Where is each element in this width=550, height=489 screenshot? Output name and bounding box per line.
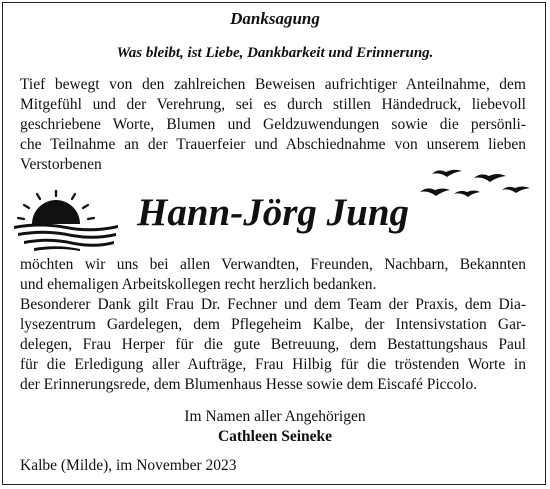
intro-line: geschriebene Worte, Blumen und Geldzuwendungen sowie die persönli- bbox=[20, 116, 526, 133]
thanks-line: der Erinnerungsrede, dem Blumenhaus Hesse sowie dem Eiscafé Piccolo. bbox=[20, 376, 478, 393]
intro-line: Verstorbenen bbox=[20, 156, 102, 173]
flying-birds-icon bbox=[418, 166, 538, 206]
thanks-line: delegen, Frau Herper für die gute Betreuung, dem Bestattungshaus Paul bbox=[20, 336, 526, 353]
signer-name: Cathleen Seineke bbox=[217, 428, 333, 445]
signoff-line: Im Namen aller Angehörigen bbox=[184, 408, 366, 425]
deceased-name: Hann-Jörg Jung bbox=[137, 191, 410, 234]
intro-line: Mitgefühl und der Verehrung, sei es durch stillen Händedruck, liebevoll bbox=[20, 96, 526, 113]
notice-heading: Danksagung bbox=[230, 9, 320, 28]
thanks-line: und ehemaligen Arbeitskollegen recht herzlich bedanken. bbox=[20, 276, 377, 293]
sunset-over-hills-icon bbox=[10, 190, 122, 252]
thanks-line: möchten wir uns bei allen Verwandten, Freunden, Nachbarn, Bekannten bbox=[20, 256, 526, 273]
thanks-line: für die Erledigung aller Aufträge, Frau Hilbig für die tröstenden Worte in bbox=[20, 356, 526, 373]
thanks-line: Besonderer Dank gilt Frau Dr. Fechner und dem Team der Praxis, dem Dia- bbox=[20, 296, 526, 313]
notice-motto: Was bleibt, ist Liebe, Dankbarkeit und Erinnerung. bbox=[116, 45, 434, 61]
thanks-line: lysezentrum Gardelegen, dem Pflegeheim Kalbe, der Intensivstation Gar- bbox=[20, 316, 526, 333]
intro-line: che Teilnahme an der Trauerfeier und Abschiednahme von unserem lieben bbox=[20, 136, 526, 153]
place-date: Kalbe (Milde), im November 2023 bbox=[20, 457, 237, 474]
intro-line: Tief bewegt von den zahlreichen Beweisen aufrichtiger Anteilnahme, dem bbox=[20, 76, 526, 93]
